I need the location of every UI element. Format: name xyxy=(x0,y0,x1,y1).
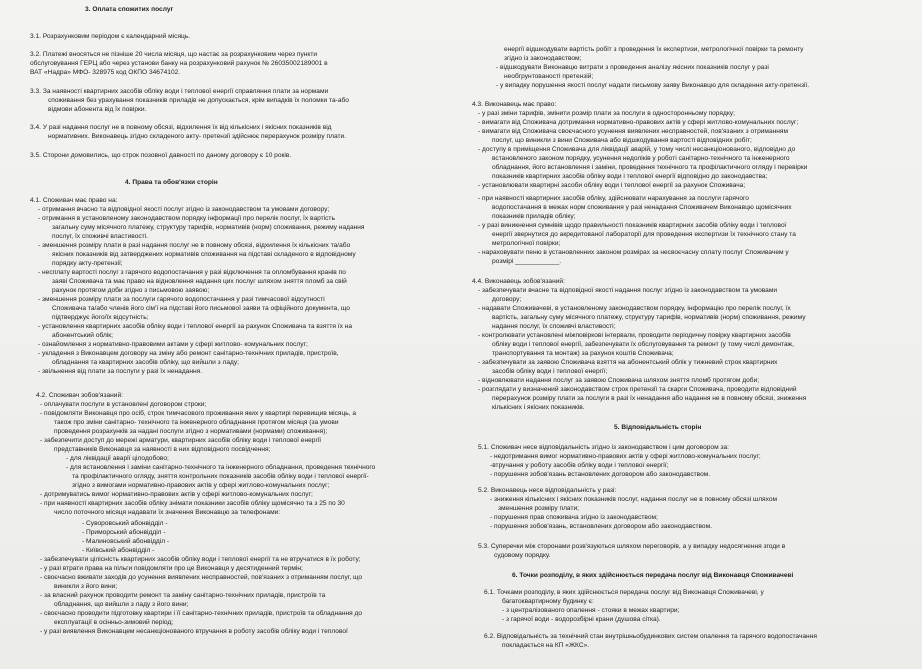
text-line: 4.3. Виконавець має право: xyxy=(472,101,557,108)
text-line: - з централізованого опалення - стояки в межах квартири; xyxy=(502,607,680,614)
text-line: - забезпечити доступ до мережі арматури, квартирних засобів обліку води і теплової енергії xyxy=(40,437,322,444)
text-line: - Приморський абонвідділ - xyxy=(82,529,166,536)
text-line: - оплачувати послуги в установлені договором строки; xyxy=(40,401,207,408)
text-line: якісних показників від затверджених нормативів споживання на підставі складеного в відповідному xyxy=(52,251,356,258)
text-line: показників приладів обліку; xyxy=(492,213,576,220)
text-line: 5.1. Споживач несе відповідальність згідно із законодавством і цим договором за: xyxy=(478,444,729,451)
text-line: 6.1. Точками розподілу, в яких здійснюється передача послуг від Виконавця Споживачеві, у xyxy=(484,589,764,596)
text-line: вартість, загальну суму місячного платежу, структуру тарифів, нормативів (норм) споживання, режиму xyxy=(492,314,806,321)
text-line: - доступу в приміщення Споживача для ліквідації аварій, у тому числі несанкціонованого, відповідно до xyxy=(478,146,796,153)
text-line: - отримання в установленому законодавством порядку інформації про перелік послуг, їх вартість xyxy=(38,215,335,222)
text-line: - порушення зобов'язань встановлених договором або законодавством. xyxy=(490,471,711,478)
text-line: - зменшення розміру плати в разі надання послуг не в повному обсязі, відхилення їх кількісних та/або xyxy=(38,242,351,249)
section-heading: 3. Оплата спожитих послуг xyxy=(85,6,174,13)
text-line: - у разі втрати права на пільги повідомляти про це Виконавця у десятиденний термін; xyxy=(40,565,303,572)
text-line: 3.2. Платежі вносяться не пізніше 20 числа місяця, що настає за розрахунковим через пункти xyxy=(30,51,318,58)
text-line: порядку акту-претензії; xyxy=(52,260,123,267)
text-line: та профілактичного огляду, зняття контрольних показників засобів обліку води і теплової енергії- xyxy=(72,473,369,480)
text-line: - вимагати від Споживача своєчасного усунення виявлених несправностей, пов'язаних з отриманням xyxy=(478,128,789,135)
text-line: - для ліквідації аварії цілодобово; xyxy=(66,455,169,462)
text-line: заяві Споживача та має право на відновлення надання цих послуг шляхом зняття пломб за свій xyxy=(52,278,347,285)
text-line: - укладення з Виконавцем договору на зміну або ремонт санітарно-технічних приладів, пристроїв, xyxy=(38,350,339,357)
text-line: - забезпечувати цілісність квартирних засобів обліку води і теплової енергії та не втручатися в їх роботу; xyxy=(40,556,361,563)
text-line: зменшення розміру плати; xyxy=(498,505,579,512)
text-line: судовому порядку. xyxy=(494,552,551,559)
text-line: - своєчасно проводити підготовку квартири і її санітарно-технічних приладів, пристроїв та обладнання до xyxy=(40,610,363,617)
text-line: Споживача та/або членів його сім'ї на підставі його письмової заяви та офіційного документа, що xyxy=(52,305,350,312)
text-line: надання послуг, їх споживчі властивості; xyxy=(492,323,616,330)
text-line: обслуговування ГЕРЦ або через установи банку на розрахунковий рахунок № 26035002189001 в xyxy=(30,60,328,67)
text-line: обладнання, що вийшли з ладу з його вини; xyxy=(54,601,189,608)
text-line: відмови абонента від їх повірки. xyxy=(48,106,147,113)
text-line: - недотримання вимог нормативно-правових актів у сфері житлово-комунальних послуг; xyxy=(490,453,761,460)
text-line: послуг, їх споживчі властивості. xyxy=(52,233,148,240)
section-heading: 4. Права та обов'язки сторін xyxy=(125,179,218,186)
text-line: 6.2. Відповідальність за технічний стан внутрішньобудинкових систем опалення та гарячого водопостачання xyxy=(484,633,817,640)
text-line: - з гарячої води - водорозбірні крани (душова сітка). xyxy=(502,616,661,623)
text-line: встановленого законом порядку, усунення недоліків у роботі санітарно-технічного та інженерного xyxy=(492,155,790,162)
text-line: - відновлювати надання послуг за заявою Споживача шляхом зняття пломб протягом доби; xyxy=(478,377,760,384)
text-line: абонентський облік; xyxy=(52,332,113,339)
text-line: перерахунок розміру плати за послуги в разі їх ненадання або надання не в повному обсязі, зниження xyxy=(492,395,807,402)
text-line: - звільнення від плати за послуги у разі їх ненадання. xyxy=(38,368,203,375)
text-line: - Київський абонвідділ - xyxy=(82,547,155,554)
text-line: кількісних і якісних показників. xyxy=(492,404,585,411)
text-line: виникли з його вини; xyxy=(54,583,118,590)
text-line: обліку води і теплової енергії, забезпечувати їх обслуговування та ремонт (у тому числі демонтаж, xyxy=(492,341,794,348)
text-line: - для встановлення і заміни санітарно-технічного та інженерного обладнання, проведення технічного xyxy=(66,464,376,471)
text-line: 4.4. Виконавець зобов'язаний: xyxy=(472,278,565,285)
text-line: метрологічної повірки; xyxy=(492,240,561,247)
text-line: - порушення зобов'язань, встановлених договором або законодавством. xyxy=(490,523,712,530)
left-column xyxy=(30,0,470,669)
text-line: обладнання, його встановлення і заміни, проведення технічного та профілактичного огляду і перевірки xyxy=(492,164,808,171)
text-line: також про зміни санітарно- технічного та інженерного обладнання протягом місяця (за умови xyxy=(54,419,339,426)
text-line: число поточного місяця надавати їх значення Виконавцю за телефонами: xyxy=(54,509,281,516)
text-line: договору; xyxy=(492,296,522,303)
text-line: - розглядати у визначений законодавством строк претензії та скарги Споживача, проводити відповідний xyxy=(478,386,797,393)
text-line: - Малиновський абонвідділ - xyxy=(82,538,170,545)
text-line: 3.3. За наявності квартирних засобів обліку води і теплової енергії справляння плати за нормами xyxy=(30,88,329,95)
text-line: необгрунтованості претензій; xyxy=(504,73,594,80)
text-line: засобів обліку води і теплової енергії; xyxy=(492,368,608,375)
text-line: - у разі виявлення Виконавцем несанкціонованого втручання в роботу засобів обліку води і теплової xyxy=(40,628,348,635)
text-line: - зменшення розміру плати за послуги гарячого водопостачання у разі тимчасової відсутності xyxy=(38,296,325,303)
text-line: представників Виконавця за наявності в них відповідного посвідчення; xyxy=(54,446,271,453)
text-line: 4.2. Споживач зобов'язаний: xyxy=(36,392,123,399)
text-line: - своєчасно вживати заходів до усунення виявлених несправностей, пов'язаних з отриманням послуг, що xyxy=(40,574,363,581)
text-line: - порушення прав споживача згідно із законодавством; xyxy=(490,514,658,521)
text-line: - установлювати квартирні засоби обліку води і теплової енергії за рахунок Споживача; xyxy=(478,182,746,189)
text-line: - забезпечувати за заявою Споживача взяття на абонентський облік у тижневий строк квартирних xyxy=(478,359,778,366)
text-line: послуг, що виникли з вини Споживача або відшкодування вартості відповідних робіт; xyxy=(492,137,752,144)
text-line: загальну суму місячного платежу, структуру тарифів, нормативів (норм) споживання, режиму надання xyxy=(52,224,365,231)
text-line: 5.3. Суперечки між сторонами розв'язуються шляхом переговорів, а у випадку недосягнення згоди в xyxy=(478,543,786,550)
section-heading: 5. Відповідальність сторін xyxy=(614,424,702,431)
text-line: згідно із законодавством; xyxy=(504,55,582,62)
text-line: експлуатації в осінньо-зимовий період; xyxy=(54,619,174,626)
text-line: згідно з вимогами нормативно-правових актів у сфері житлово-комунальних послуг; xyxy=(72,482,330,489)
text-line: енергії відшкодувати вартість робіт з проведення їх експертизи, метрологічної повірки та ремонту xyxy=(504,46,804,53)
text-line: - зниження кількісних і якісних показників послуг, надання послуг не в повному обсязі шляхом xyxy=(490,496,778,503)
text-line: - вимагати від Споживача дотримання нормативно-правових актів у сфері житлово-комунальних послуг; xyxy=(478,119,799,126)
text-line: показників квартирних засобів обліку води і теплової енергії відповідно до законодавства; xyxy=(492,173,768,180)
text-line: - забезпечувати вчасне та відповідної якості надання послуг згідно із законодавством та умовами xyxy=(478,287,778,294)
section-heading: 6. Точки розподілу, в яких здійснюється передача послуг від Виконавця Споживачеві xyxy=(512,572,794,579)
text-line: транспортування та монтаж) за рахунок коштів Споживача; xyxy=(492,350,674,357)
text-line: - дотримуватись вимог нормативно-правових актів у сфері житлово-комунальних послуг; xyxy=(40,491,313,498)
text-line: енергії звернутися до акредитованої лабораторії для проведення експертизи їх технічного стану та xyxy=(492,231,796,238)
text-line: водопостачання в межах норм споживання у разі ненадання Споживачем Виконавцю щомісячних xyxy=(492,204,792,211)
text-line: нормативних. Виконавець згідно складеного акту- претензії здійснює перерахунок розміру плати. xyxy=(48,133,347,140)
text-line: рахунок протягом доби згідно з письмовою заявою; xyxy=(52,287,210,294)
text-line: 5.2. Виконавець несе відповідальність у разі: xyxy=(478,487,617,494)
text-line: -втручання у роботу засобів обліку води і теплової енергії; xyxy=(490,462,669,469)
text-line: багатоквартирному будинку є: xyxy=(502,598,594,605)
text-line: - отримання вчасно та відповідної якості послуг згідно із законодавством та умовами договору; xyxy=(38,206,330,213)
text-line: 4.1. Споживач має право на: xyxy=(30,197,118,204)
text-line: - за власний рахунок проводити ремонт та заміну санітарно-технічних приладів, пристроїв та xyxy=(40,592,326,599)
text-line: покладається на КП «ЖКС». xyxy=(502,642,590,649)
text-line: 3.1. Розрахунковим періодом є календарний місяць. xyxy=(30,33,191,40)
text-line: споживання без урахування показників приладів не допускається, крім випадків їх поломки та-або xyxy=(48,97,349,104)
text-line: обладнання та квартирних засобів обліку, що вийшли з ладу; xyxy=(52,359,240,366)
text-line: - ознайомлення з нормативно-правовими актами у сфері житлово- комунальних послуг; xyxy=(38,341,308,348)
text-line: - при наявності квартирних засобів обліку знімати показники засобів обліку щомісячно та з 25 по 30 xyxy=(40,500,345,507)
text-line: - у разі зміни тарифів, змінити розмір плати за послуги в односторонньому порядку; xyxy=(478,110,735,117)
text-line: розмірі ____________. xyxy=(492,258,562,265)
text-line: - у випадку порушення якості послуг надати письмову заяву Виконавцю для складення акту-претензії. xyxy=(496,82,810,89)
text-line: 3.4. У разі надання послуг не в повному обсязі, відхилення їх від кількісних і якісних показників від xyxy=(30,124,332,131)
text-line: ВАТ «Надра» МФО- 328975 код ОКПО 34674102. xyxy=(30,69,181,76)
text-line: проведення розрахунків за надані послуги згідно з нормативами (нормами) споживання); xyxy=(54,428,328,435)
text-line: - при наявності квартирних засобів обліку, здійснювати нарахування за послуги гарячого xyxy=(478,195,749,202)
text-line: - надавати Споживачеві, в установленому законодавством порядку, інформацію про перелік послуг, їх xyxy=(478,305,791,312)
text-line: - у разі виникнення сумнівів щодо правильності показників квартирних засобів обліку води і теплової xyxy=(478,222,787,229)
text-line: - повідомляти Виконавця про осіб, строк тимчасового проживання яких у квартирі перевищив місяць, а xyxy=(40,410,357,417)
text-line: - нараховувати пеню в установленних законом розмірах за несвоєчасну сплату послуг Споживачем у xyxy=(478,249,789,256)
text-line: - відшкодувати Виконавцю витрати з проведення аналізу якісних показників послуг у разі xyxy=(496,64,769,71)
text-line: - контролювати установлені міжповіркові інтервали, проводити періодичну повірку квартирних засобів xyxy=(478,332,791,339)
text-line: - несплату вартості послуг з гарячого водопостачання у разі відключення та опломбування кранів по xyxy=(38,269,346,276)
text-line: - установлення квартирних засобів обліку води і теплової енергії за рахунок Споживача та взяття їх на xyxy=(38,323,353,330)
text-line: 3.5. Сторони домовились, що строк позовної давності по даному договору є 10 років. xyxy=(30,152,292,159)
right-column xyxy=(472,0,910,669)
text-line: - Суворовський абонвідділ - xyxy=(82,520,168,527)
text-line: підтверджує його/їх відсутність; xyxy=(52,314,149,321)
